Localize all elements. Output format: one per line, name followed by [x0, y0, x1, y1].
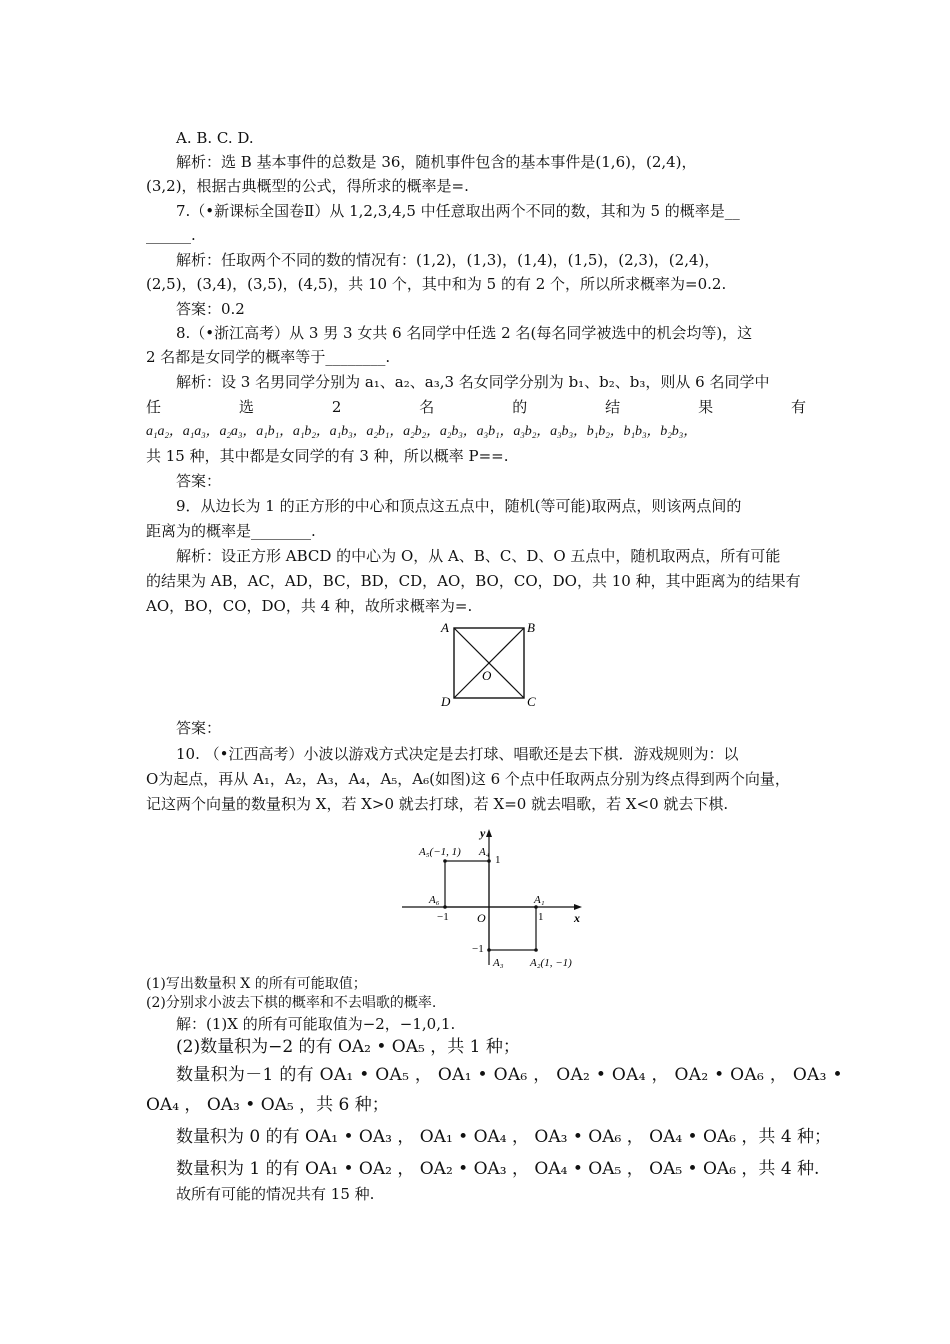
x-axis-label: x [574, 911, 580, 925]
coordinate-figure [398, 825, 593, 973]
q9-stem-line: 9．从边长为 1 的正方形的中心和顶点这五点中，随机(等可能)取两点，则该两点间的 [176, 497, 742, 515]
q9-solution-line: 的结果为 AB，AC，AD，BC，BD，CD，AO，BO，CO，DO，共 10 种，其中距离为的结果有 [146, 572, 801, 590]
point-a4 [487, 859, 491, 863]
label-a1: A₁ [534, 894, 545, 906]
label-d: D [441, 694, 451, 709]
q10-solution-line: 故所有可能的情况共有 15 种. [176, 1185, 375, 1203]
label-a2: A₂(1, −1) [530, 957, 572, 969]
q7-answer: 答案：0.2 [176, 300, 245, 318]
tick-x-pos: 1 [538, 911, 544, 923]
q9-answer: 答案： [176, 719, 222, 737]
q10-solution-line: 数量积为－1 的有 OA₁ • OA₅ ， OA₁ • OA₆ ， OA₂ • OA₄ ， OA₂ • OA₆ ， OA₃ • [176, 1065, 843, 1085]
q10-stem-line: 10. （•江西高考）小波以游戏方式决定是去打球、唱歌还是去下棋．游戏规则为：以 [176, 745, 739, 763]
label-b: B [527, 620, 535, 635]
label-a4: A₄ [479, 846, 490, 858]
point-a3 [487, 948, 491, 952]
label-c: C [527, 694, 536, 709]
label-a5: A₅(−1, 1) [419, 846, 461, 858]
point-a5 [443, 859, 447, 863]
q7-stem-line: ______. [146, 226, 196, 244]
q8-stem-line: 2 名都是女同学的概率等于________. [146, 348, 391, 366]
q8-outcomes-list: a₁a₂，a₁a₃，a₂a₃，a₁b₁，a₁b₂，a₁b₃，a₂b₁，a₂b₂，a₂b₃，a₃b₁，a₃b₂，a₃b₃，b₁b₂，b₁b₃，b₂b₃， [146, 424, 698, 439]
q9-solution-line: 解析：设正方形 ABCD 的中心为 O，从 A、B、C、D、O 五点中，随机取两点，所有可能 [176, 547, 781, 565]
word: 的 [512, 398, 528, 416]
word: 2 [331, 398, 342, 416]
point-a2 [534, 948, 538, 952]
word: 任 [146, 398, 162, 416]
tick-x-neg: −1 [437, 911, 449, 923]
q10-part-1: (1)写出数量积 X 的所有可能取值； [146, 976, 367, 992]
tick-y-neg: −1 [472, 943, 484, 955]
q8-answer: 答案： [176, 472, 222, 490]
word: 果 [698, 398, 714, 416]
q10-part-2: (2)分别求小波去下棋的概率和不去唱歌的概率. [146, 995, 437, 1011]
q10-solution-line: OA₄ ， OA₃ • OA₅ ，共 6 种； [146, 1095, 389, 1115]
y-axis-label: y [480, 826, 486, 840]
label-o: O [482, 668, 492, 683]
q6-solution-line: 解析：选 B 基本事件的总数是 36，随机事件包含的基本事件是(1,6)，(2,4)， [176, 153, 697, 171]
q9-stem-line: 距离为的概率是________. [146, 522, 316, 540]
q8-solution-line: 共 15 种，其中都是女同学的有 3 种，所以概率 P==. [146, 447, 509, 465]
q10-solution-line: 解：(1)X 的所有可能取值为−2，−1,0,1. [176, 1015, 456, 1033]
q8-solution-justified-line [146, 397, 806, 417]
tick-y-pos: 1 [495, 854, 501, 866]
word: 结 [605, 398, 621, 416]
word: 名 [419, 398, 435, 416]
label-a6: A₆ [429, 894, 440, 906]
q8-stem-line: 8.（•浙江高考）从 3 男 3 女共 6 名同学中任选 2 名(每名同学被选中的机会均等)，这 [176, 324, 753, 342]
label-a: A [441, 620, 449, 635]
q9-solution-line: AO，BO，CO，DO，共 4 种，故所求概率为=. [146, 597, 473, 615]
q10-stem-line: O为起点，再从 A₁，A₂，A₃，A₄，A₅，A₆(如图)这 6 个点中任取两点分别为终点得到两个向量， [146, 770, 790, 788]
label-a3: A₃ [493, 957, 504, 969]
q7-solution-line: 解析：任取两个不同的数的情况有：(1,2)，(1,3)，(1,4)，(1,5)，(2,3)，(2,4)， [176, 251, 720, 269]
x-axis-arrow [574, 904, 582, 910]
word: 选 [238, 398, 254, 416]
square-figure [438, 618, 542, 710]
q6-options: A. B. C. D. [176, 129, 254, 147]
q10-solution-line: 数量积为 0 的有 OA₁ • OA₃ ， OA₁ • OA₄ ， OA₃ • OA₆ ， OA₄ • OA₆ ，共 4 种； [176, 1127, 832, 1147]
q10-solution-line: 数量积为 1 的有 OA₁ • OA₂ ， OA₂ • OA₃ ， OA₄ • OA₅ ， OA₅ • OA₆ ，共 4 种. [176, 1159, 820, 1179]
y-axis-arrow [486, 829, 492, 837]
point-a6 [443, 905, 447, 909]
upper-left-box [445, 861, 489, 907]
origin-label: O [477, 911, 486, 925]
q7-solution-line: (2,5)，(3,4)，(3,5)，(4,5)，共 10 个，其中和为 5 的有 2 个，所以所求概率为=0.2. [146, 275, 727, 293]
q6-solution-line: (3,2)，根据古典概型的公式，得所求的概率是=. [146, 177, 469, 195]
lower-right-box [489, 907, 536, 950]
word: 有 [790, 398, 806, 416]
q7-stem-line: 7.（•新课标全国卷Ⅱ）从 1,2,3,4,5 中任意取出两个不同的数，其和为 5 的概率是__ [176, 202, 740, 220]
q10-solution-line: (2)数量积为−2 的有 OA₂ • OA₅ ，共 1 种； [176, 1037, 520, 1057]
q10-stem-line: 记这两个向量的数量积为 X，若 X>0 就去打球，若 X=0 就去唱歌，若 X<0 就去下棋. [146, 795, 729, 813]
q8-solution-line: 解析：设 3 名男同学分别为 a₁、a₂、a₃,3 名女同学分别为 b₁、b₂、b₃，则从 6 名同学中 [176, 373, 770, 391]
